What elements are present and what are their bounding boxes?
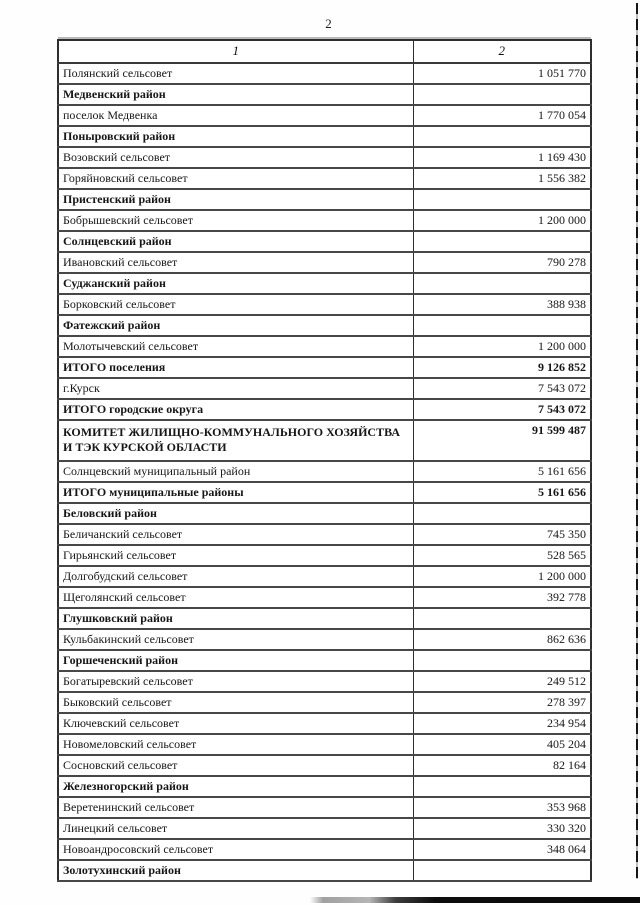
table-row (58, 860, 591, 881)
table-row (58, 650, 591, 671)
row-value: 1 200 000 (413, 210, 591, 231)
table-row (58, 378, 591, 399)
row-value: 353 968 (413, 797, 591, 818)
scan-artifact-bottom-bar (310, 897, 640, 903)
row-value (413, 860, 591, 881)
row-value: 862 636 (413, 629, 591, 650)
row-value: 7 543 072 (413, 378, 591, 399)
scan-artifact-vertical-line (636, 3, 638, 879)
row-value (413, 231, 591, 252)
row-value: 234 954 (413, 713, 591, 734)
row-label: Солнцевский муниципальный район (58, 461, 413, 482)
row-value: 1 051 770 (413, 63, 591, 84)
row-label: КОМИТЕТ ЖИЛИЩНО-КОММУНАЛЬНОГО ХОЗЯЙСТВА И ТЭК КУРСКОЙ ОБЛАСТИ (58, 420, 413, 461)
row-value: 5 161 656 (413, 482, 591, 503)
row-label: Ключевский сельсовет (58, 713, 413, 734)
column-header-1: 1 (58, 40, 413, 63)
table-row (58, 818, 591, 839)
table-row (58, 713, 591, 734)
table-row (58, 461, 591, 482)
row-value: 5 161 656 (413, 461, 591, 482)
row-label: Ивановский сельсовет (58, 252, 413, 273)
table-row (58, 105, 591, 126)
row-value: 1 169 430 (413, 147, 591, 168)
table-header-row (58, 40, 591, 63)
row-label: Горшеченский район (58, 650, 413, 671)
row-label: г.Курск (58, 378, 413, 399)
row-value: 7 543 072 (413, 399, 591, 420)
table-row (58, 776, 591, 797)
table-row (58, 734, 591, 755)
row-value: 278 397 (413, 692, 591, 713)
row-label: Суджанский район (58, 273, 413, 294)
row-label: Пристенский район (58, 189, 413, 210)
row-label: Солнцевский район (58, 231, 413, 252)
row-label: Сосновский сельсовет (58, 755, 413, 776)
row-value: 1 556 382 (413, 168, 591, 189)
row-label: Гирьянский сельсовет (58, 545, 413, 566)
row-value (413, 503, 591, 524)
row-label: Линецкий сельсовет (58, 818, 413, 839)
row-label: Щеголянский сельсовет (58, 587, 413, 608)
table-row (58, 503, 591, 524)
row-label: ИТОГО муниципальные районы (58, 482, 413, 503)
row-label: Богатыревский сельсовет (58, 671, 413, 692)
row-value (413, 650, 591, 671)
row-value: 249 512 (413, 671, 591, 692)
row-value: 388 938 (413, 294, 591, 315)
table-row (58, 84, 591, 105)
table-row (58, 420, 591, 461)
row-value: 1 200 000 (413, 566, 591, 587)
table-row (58, 839, 591, 860)
row-label: Кульбакинский сельсовет (58, 629, 413, 650)
row-value: 9 126 852 (413, 357, 591, 378)
row-label: Бобрышевский сельсовет (58, 210, 413, 231)
row-value (413, 126, 591, 147)
budget-table (57, 39, 592, 882)
table-row (58, 692, 591, 713)
row-label: Беловский район (58, 503, 413, 524)
row-value: 1 200 000 (413, 336, 591, 357)
table-row (58, 147, 591, 168)
row-value: 348 064 (413, 839, 591, 860)
table-row (58, 315, 591, 336)
table-row (58, 294, 591, 315)
row-value: 528 565 (413, 545, 591, 566)
row-label: Поныровский район (58, 126, 413, 147)
table-row (58, 252, 591, 273)
table-row (58, 587, 591, 608)
row-value (413, 315, 591, 336)
table-row (58, 357, 591, 378)
table-row (58, 482, 591, 503)
table-row (58, 231, 591, 252)
table-body (58, 63, 591, 881)
table-row (58, 797, 591, 818)
row-label: Золотухинский район (58, 860, 413, 881)
row-label: Новомеловский сельсовет (58, 734, 413, 755)
row-label: ИТОГО городские округа (58, 399, 413, 420)
table-row (58, 63, 591, 84)
row-value: 790 278 (413, 252, 591, 273)
page-number: 2 (325, 16, 332, 31)
row-value: 392 778 (413, 587, 591, 608)
row-label: Новоандросовский сельсовет (58, 839, 413, 860)
row-value (413, 189, 591, 210)
row-label: поселок Медвенка (58, 105, 413, 126)
table-row (58, 608, 591, 629)
row-value (413, 273, 591, 294)
table-row (58, 566, 591, 587)
table-row (58, 755, 591, 776)
row-label: Молотычевский сельсовет (58, 336, 413, 357)
table-row (58, 273, 591, 294)
row-label: Медвенский район (58, 84, 413, 105)
row-value: 405 204 (413, 734, 591, 755)
table-row (58, 336, 591, 357)
row-label: Полянский сельсовет (58, 63, 413, 84)
row-label: Беличанский сельсовет (58, 524, 413, 545)
row-label: Веретенинский сельсовет (58, 797, 413, 818)
table-row (58, 126, 591, 147)
table-row (58, 629, 591, 650)
row-label: Борковский сельсовет (58, 294, 413, 315)
row-label: Возовский сельсовет (58, 147, 413, 168)
table-row (58, 399, 591, 420)
row-value: 330 320 (413, 818, 591, 839)
table-row (58, 189, 591, 210)
row-label: Фатежский район (58, 315, 413, 336)
row-label: Железногорский район (58, 776, 413, 797)
row-label: Глушковский район (58, 608, 413, 629)
column-header-2: 2 (413, 40, 591, 63)
table-row (58, 210, 591, 231)
row-label: Быковский сельсовет (58, 692, 413, 713)
table-row (58, 168, 591, 189)
row-value (413, 776, 591, 797)
row-label: Долгобудский сельсовет (58, 566, 413, 587)
row-label: ИТОГО поселения (58, 357, 413, 378)
table-row (58, 524, 591, 545)
row-value: 91 599 487 (413, 420, 591, 461)
row-value: 1 770 054 (413, 105, 591, 126)
row-value (413, 608, 591, 629)
table-row (58, 545, 591, 566)
row-value (413, 84, 591, 105)
row-label: Горяйновский сельсовет (58, 168, 413, 189)
table-row (58, 671, 591, 692)
row-value: 82 164 (413, 755, 591, 776)
row-value: 745 350 (413, 524, 591, 545)
